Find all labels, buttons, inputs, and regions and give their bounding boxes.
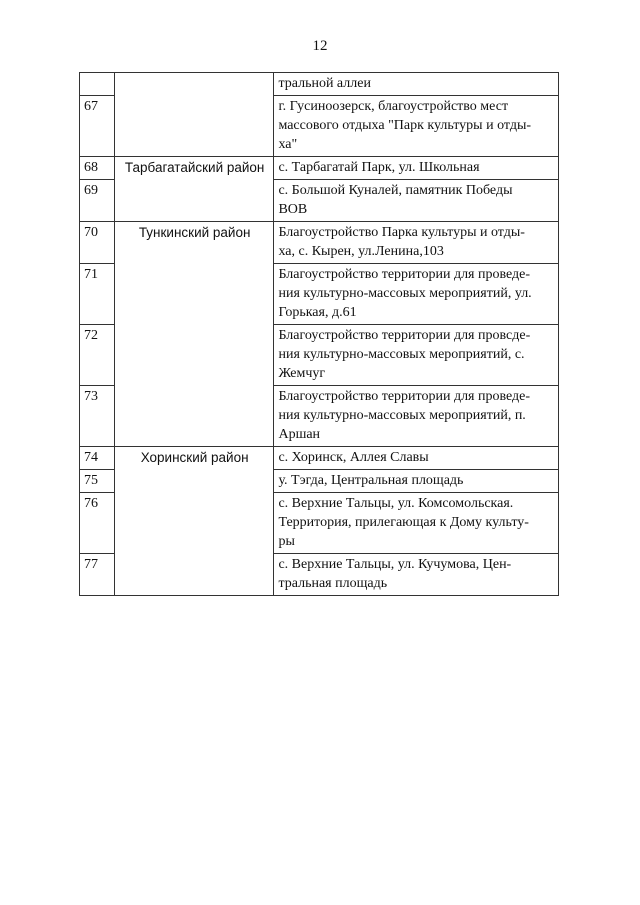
row-number: 77 xyxy=(80,554,115,596)
object-description: г. Гусиноозерск, благоустройство мест массового отдыха "Парк культуры и отды- ха" xyxy=(274,96,559,157)
row-number xyxy=(80,73,115,96)
object-description: Благоустройство территории для проведе- ния культурно-массовых мероприятий, п. Аршан xyxy=(274,386,559,447)
object-description: с. Верхние Тальцы, ул. Комсомольская. Территория, прилегающая к Дому культу- ры xyxy=(274,493,559,554)
object-description: тральной аллеи xyxy=(274,73,559,96)
object-description: Благоустройство территории для проведе- ния культурно-массовых мероприятий, ул. Горькая, д.61 xyxy=(274,264,559,325)
table-row xyxy=(80,447,559,470)
district-tarbagatai: Тарбагатайский район xyxy=(114,157,274,222)
object-description: Благоустройство Парка культуры и отды- ха, с. Кырен, ул.Ленина,103 xyxy=(274,222,559,264)
row-number: 68 xyxy=(80,157,115,180)
object-description: у. Тэгда, Центральная площадь xyxy=(274,470,559,493)
row-number: 71 xyxy=(80,264,115,325)
table-row xyxy=(80,157,559,180)
row-number: 67 xyxy=(80,96,115,157)
object-description: с. Верхние Тальцы, ул. Кучумова, Цен- тральная площадь xyxy=(274,554,559,596)
row-number: 76 xyxy=(80,493,115,554)
page-number: 12 xyxy=(312,38,328,54)
district-cell-empty xyxy=(114,73,274,157)
row-number: 70 xyxy=(80,222,115,264)
object-description: с. Большой Куналей, памятник Победы ВОВ xyxy=(274,180,559,222)
district-tunka: Тункинский район xyxy=(114,222,274,447)
row-number: 72 xyxy=(80,325,115,386)
object-description: Благоустройство территории для провсде- ния культурно-массовых мероприятий, с. Жемчуг xyxy=(274,325,559,386)
object-description: с. Тарбагатай Парк, ул. Школьная xyxy=(274,157,559,180)
row-number: 69 xyxy=(80,180,115,222)
objects-table xyxy=(79,72,559,596)
object-description: с. Хоринск, Аллея Славы xyxy=(274,447,559,470)
row-number: 75 xyxy=(80,470,115,493)
district-khorinsk: Хоринский район xyxy=(114,447,274,596)
row-number: 73 xyxy=(80,386,115,447)
row-number: 74 xyxy=(80,447,115,470)
table-row xyxy=(80,222,559,264)
table-row xyxy=(80,73,559,96)
